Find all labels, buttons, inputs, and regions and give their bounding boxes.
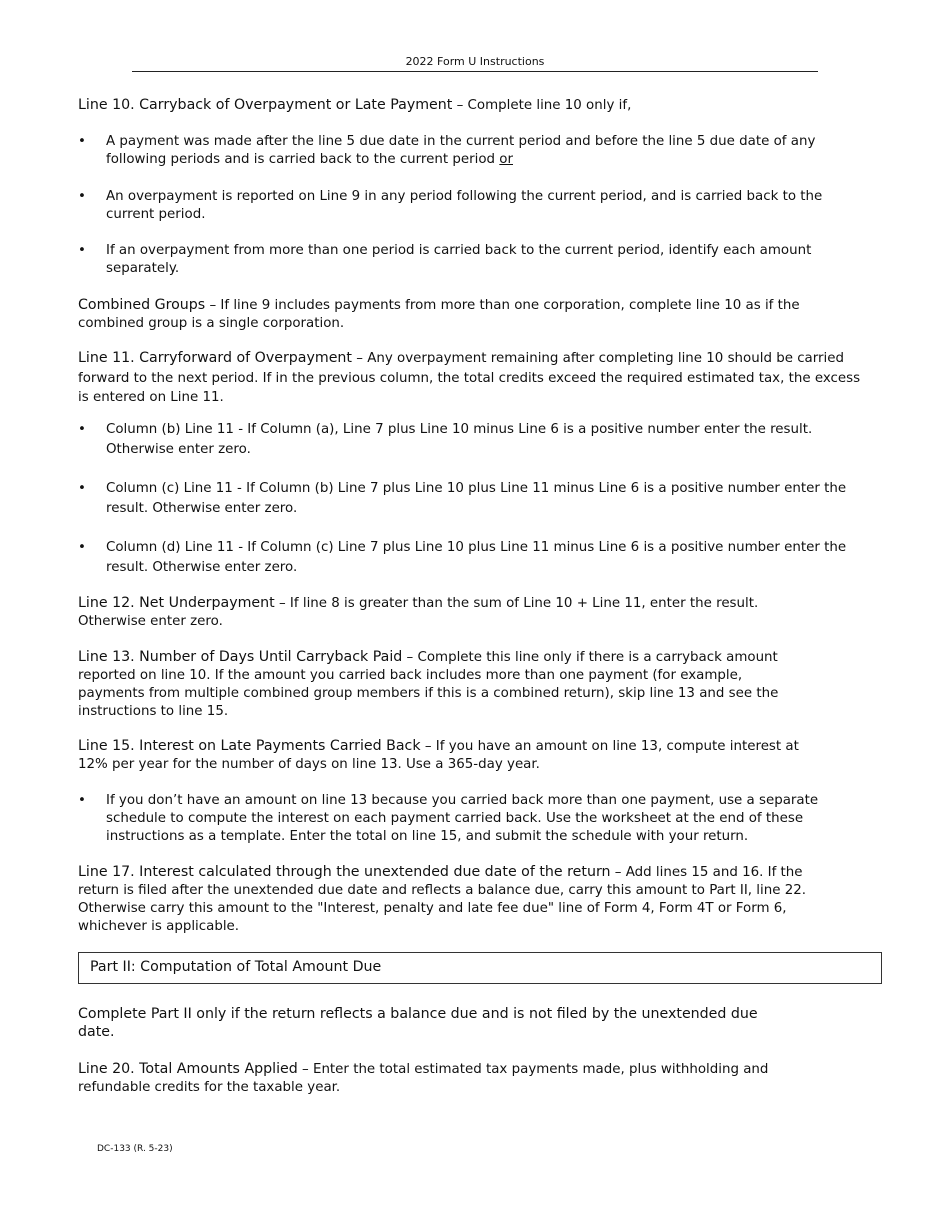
line13-text: – Complete this line only if there is a carryback amount reported on line 10. If the amount you carried back includes more than one payment (for example, payments from multiple combined group members if this is a combined return), skip line 13 and see the instructions to line 15. bbox=[78, 650, 779, 719]
line17-heading: Line 17. Interest calculated through the unextended due date of the return bbox=[78, 864, 611, 880]
line20-text: – Enter the total estimated tax payments made, plus withholding and refundable credits for the taxable year. bbox=[78, 1062, 769, 1095]
line15-heading: Line 15. Interest on Late Payments Carried Back bbox=[78, 738, 421, 754]
bullet-text: Column (b) Line 11 - If Column (a), Line 7 plus Line 10 minus Line 6 is a positive number enter the result. Otherwise enter zero. bbox=[106, 422, 813, 457]
bullet-icon: • bbox=[78, 422, 86, 437]
bullet-icon: • bbox=[78, 189, 86, 204]
line10-heading: Line 10. Carryback of Overpayment or Late Payment bbox=[78, 97, 453, 113]
form-footer: DC-133 (R. 5-23) bbox=[97, 1144, 173, 1154]
line17-paragraph bbox=[78, 863, 823, 936]
line20-paragraph bbox=[78, 1060, 798, 1097]
line11-bullet-3 bbox=[78, 538, 868, 577]
combined-groups-text: – If line 9 includes payments from more than one corporation, complete line 10 as if the combined group is a single corporation. bbox=[78, 298, 800, 331]
line20-heading: Line 20. Total Amounts Applied bbox=[78, 1061, 298, 1077]
line11-heading: Line 11. Carryforward of Overpayment bbox=[78, 350, 352, 366]
line10-bullet-1 bbox=[78, 133, 868, 169]
bullet-icon: • bbox=[78, 481, 86, 496]
line13-paragraph bbox=[78, 648, 793, 721]
page-header: 2022 Form U Instructions bbox=[132, 55, 818, 72]
line12-text: – If line 8 is greater than the sum of Line 10 + Line 11, enter the result. Otherwise enter zero. bbox=[78, 596, 759, 629]
part2-title-box bbox=[78, 952, 882, 984]
line10-bullet-3 bbox=[78, 242, 868, 278]
bullet-text: If an overpayment from more than one period is carried back to the current period, identify each amount separately. bbox=[106, 243, 812, 276]
part2-title: Part II: Computation of Total Amount Due bbox=[90, 959, 382, 975]
line11-paragraph bbox=[78, 349, 873, 408]
line10-text: – Complete line 10 only if, bbox=[452, 98, 632, 113]
part2-intro: Complete Part II only if the return reflects a balance due and is not filed by the unextended due date. bbox=[78, 1006, 758, 1040]
bullet-text: An overpayment is reported on Line 9 in any period following the current period, and is carried back to the current period. bbox=[106, 189, 823, 222]
line13-heading: Line 13. Number of Days Until Carryback Paid bbox=[78, 649, 403, 665]
line11-text: – Any overpayment remaining after completing line 10 should be carried forward to the next period. If in the previous column, the total credits exceed the required estimated tax, the excess is entered on Line 11. bbox=[78, 351, 861, 405]
combined-groups-heading: Combined Groups bbox=[78, 297, 206, 313]
bullet-text: If you don’t have an amount on line 13 because you carried back more than one payment, use a separate schedule to compute the interest on each payment carried back. Use the worksheet at the end of these instructions as a template. Enter the total on line 15, and submit the schedule with your return. bbox=[106, 793, 819, 844]
bullet-icon: • bbox=[78, 793, 86, 808]
line15-text: – If you have an amount on line 13, compute interest at 12% per year for the number of days on line 13. Use a 365-day year. bbox=[78, 739, 799, 772]
bullet-emphasis: or bbox=[499, 152, 513, 167]
line10-bullet-2 bbox=[78, 188, 868, 224]
bullet-icon: • bbox=[78, 243, 86, 258]
bullet-icon: • bbox=[78, 134, 86, 149]
line15-paragraph bbox=[78, 737, 818, 774]
line17-text: – Add lines 15 and 16. If the return is filed after the unextended due date and reflects a balance due, carry this amount to Part II, line 22. Otherwise carry this amount to the "Interest, penalty and late fee due" line of Form 4, Form 4T or Form 6, whichever is applicable. bbox=[78, 865, 807, 934]
line10-paragraph bbox=[78, 96, 878, 115]
line11-bullet-1 bbox=[78, 420, 868, 459]
line11-bullet-2 bbox=[78, 479, 868, 518]
line12-heading: Line 12. Net Underpayment bbox=[78, 595, 275, 611]
bullet-text: A payment was made after the line 5 due date in the current period and before the line 5 due date of any following periods and is carried back to the current period bbox=[106, 134, 816, 167]
bullet-text: Column (c) Line 11 - If Column (b) Line 7 plus Line 10 plus Line 11 minus Line 6 is a positive number enter the result. Otherwise enter zero. bbox=[106, 481, 847, 516]
line15-bullet bbox=[78, 792, 868, 846]
combined-groups-paragraph bbox=[78, 296, 818, 333]
bullet-text: Column (d) Line 11 - If Column (c) Line 7 plus Line 10 plus Line 11 minus Line 6 is a positive number enter the result. Otherwise enter zero. bbox=[106, 540, 847, 575]
line12-paragraph bbox=[78, 594, 778, 631]
bullet-icon: • bbox=[78, 540, 86, 555]
